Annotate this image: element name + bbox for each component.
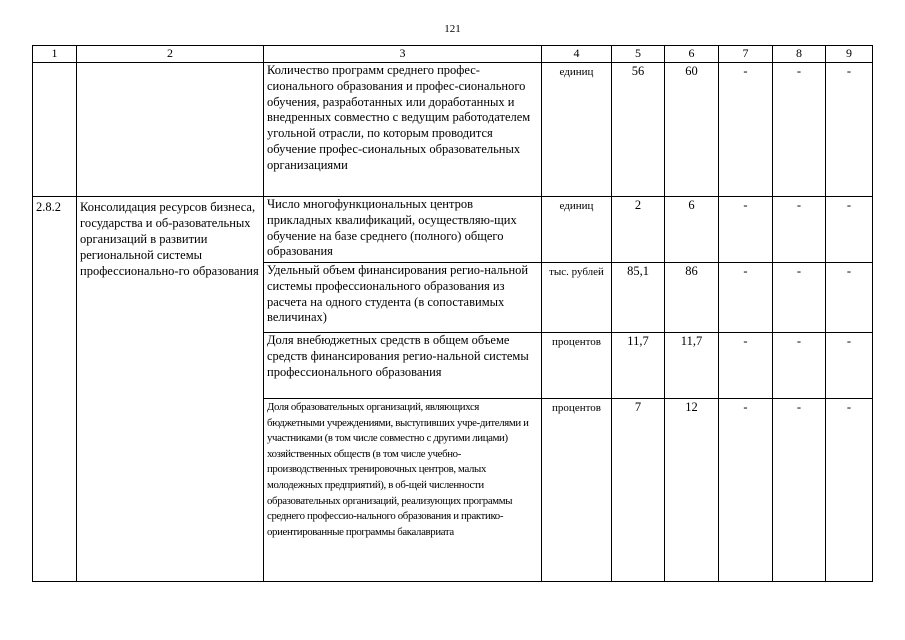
column-header-8: 8 [773, 46, 826, 63]
goal-cell [77, 63, 264, 197]
unit-cell: единиц [542, 63, 612, 197]
value-col8: - [773, 197, 826, 263]
header-row [33, 46, 873, 63]
value-col8: - [773, 333, 826, 399]
value-col6: 6 [665, 197, 719, 263]
column-header-1: 1 [33, 46, 77, 63]
unit-cell: тыс. рублей [542, 263, 612, 333]
indicator-cell: Число многофункциональных центров прикладных квалификаций, осуществляю-щих обучение на базе среднего (полного) общего образования [264, 197, 542, 263]
value-col7: - [719, 263, 773, 333]
value-col8: - [773, 63, 826, 197]
value-col9: - [826, 263, 873, 333]
column-header-3: 3 [264, 46, 542, 63]
column-header-6: 6 [665, 46, 719, 63]
value-col7: - [719, 197, 773, 263]
unit-cell: единиц [542, 197, 612, 263]
value-col8: - [773, 263, 826, 333]
table-row [33, 197, 873, 263]
value-col9: - [826, 197, 873, 263]
goal-cell: Консолидация ресурсов бизнеса, государства и об-разовательных организаций в развитии региональной системы профессионально-го образования [77, 197, 264, 582]
value-col6: 12 [665, 399, 719, 582]
page-number: 121 [444, 23, 461, 35]
column-header-5: 5 [612, 46, 665, 63]
unit-cell: процентов [542, 399, 612, 582]
value-col8: - [773, 399, 826, 582]
indicator-cell: Удельный объем финансирования регио-нальной системы профессионального образования из расчета на одного студента (в сопоставимых величинах) [264, 263, 542, 333]
indicator-cell: Количество программ среднего профес-сионального образования и профес-сионального обучения, разработанных или доработанных и внедренных совместно с ведущим работодателем угольной отрасли, по которым проводится обучение профес-сиональных образовательных организациями [264, 63, 542, 197]
column-header-7: 7 [719, 46, 773, 63]
value-col6: 60 [665, 63, 719, 197]
value-col7: - [719, 333, 773, 399]
indicators-table [32, 45, 873, 582]
item-number-cell: 2.8.2 [33, 197, 77, 582]
value-col5: 85,1 [612, 263, 665, 333]
table-row [33, 63, 873, 197]
value-col5: 56 [612, 63, 665, 197]
column-header-2: 2 [77, 46, 264, 63]
value-col9: - [826, 399, 873, 582]
value-col7: - [719, 63, 773, 197]
value-col7: - [719, 399, 773, 582]
item-number-cell [33, 63, 77, 197]
value-col6: 11,7 [665, 333, 719, 399]
column-header-9: 9 [826, 46, 873, 63]
value-col9: - [826, 333, 873, 399]
column-header-4: 4 [542, 46, 612, 63]
value-col6: 86 [665, 263, 719, 333]
value-col5: 7 [612, 399, 665, 582]
unit-cell: процентов [542, 333, 612, 399]
value-col5: 2 [612, 197, 665, 263]
indicator-cell: Доля образовательных организаций, являющихся бюджетными учреждениями, выступивших учре-дителями и участниками (в том числе совместно с другими лицами) хозяйственных обществ (в том числе учебно-производственных тренировочных центров, малых молодежных предприятий), в об-щей численности образовательных организаций, реализующих программы среднего профессио-нального образования и практико-ориентированные программы бакалавриата [264, 399, 542, 582]
value-col9: - [826, 63, 873, 197]
value-col5: 11,7 [612, 333, 665, 399]
indicator-cell: Доля внебюджетных средств в общем объеме средств финансирования регио-нальной системы профессионального образования [264, 333, 542, 399]
